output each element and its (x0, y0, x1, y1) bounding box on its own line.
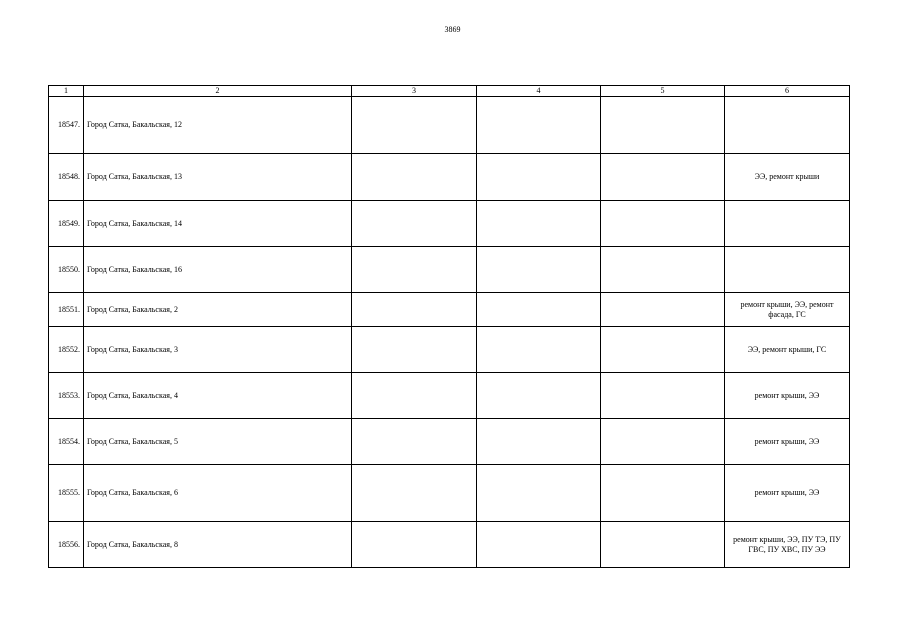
page-number: 3869 (444, 25, 461, 34)
row-address: Город Сатка, Бакальская, 4 (84, 373, 352, 419)
row-number: 18554. (49, 419, 84, 465)
row-cell-4 (477, 465, 601, 522)
row-cell-5 (601, 419, 725, 465)
row-works: ремонт крыши, ЭЭ, ПУ ТЭ, ПУ ГВС, ПУ ХВС, ПУ ЭЭ (725, 522, 850, 568)
row-works (725, 97, 850, 154)
row-cell-3 (352, 97, 477, 154)
row-address: Город Сатка, Бакальская, 2 (84, 293, 352, 327)
row-cell-4 (477, 373, 601, 419)
row-works: ЭЭ, ремонт крыши (725, 154, 850, 201)
column-header-1: 1 (49, 86, 84, 97)
row-cell-3 (352, 201, 477, 247)
row-cell-3 (352, 419, 477, 465)
column-header-5: 5 (601, 86, 725, 97)
row-number: 18550. (49, 247, 84, 293)
header-row (49, 86, 850, 97)
row-cell-4 (477, 97, 601, 154)
row-address: Город Сатка, Бакальская, 8 (84, 522, 352, 568)
table-row (49, 293, 850, 327)
row-cell-4 (477, 293, 601, 327)
row-address: Город Сатка, Бакальская, 14 (84, 201, 352, 247)
column-header-6: 6 (725, 86, 850, 97)
row-number: 18547. (49, 97, 84, 154)
row-cell-3 (352, 327, 477, 373)
table-row (49, 373, 850, 419)
row-number: 18548. (49, 154, 84, 201)
register-table (48, 85, 850, 568)
row-number: 18556. (49, 522, 84, 568)
row-number: 18552. (49, 327, 84, 373)
row-cell-3 (352, 154, 477, 201)
row-cell-5 (601, 373, 725, 419)
row-cell-4 (477, 154, 601, 201)
row-cell-5 (601, 97, 725, 154)
row-cell-5 (601, 327, 725, 373)
table-row (49, 247, 850, 293)
row-works: ремонт крыши, ЭЭ, ремонт фасада, ГС (725, 293, 850, 327)
row-cell-5 (601, 247, 725, 293)
table-row (49, 97, 850, 154)
column-header-3: 3 (352, 86, 477, 97)
row-cell-4 (477, 419, 601, 465)
row-cell-3 (352, 522, 477, 568)
row-cell-5 (601, 293, 725, 327)
row-number: 18553. (49, 373, 84, 419)
row-address: Город Сатка, Бакальская, 12 (84, 97, 352, 154)
row-cell-4 (477, 201, 601, 247)
row-cell-3 (352, 465, 477, 522)
table-row (49, 154, 850, 201)
column-header-4: 4 (477, 86, 601, 97)
row-works (725, 201, 850, 247)
row-works: ремонт крыши, ЭЭ (725, 419, 850, 465)
row-cell-4 (477, 247, 601, 293)
row-cell-3 (352, 247, 477, 293)
row-works: ремонт крыши, ЭЭ (725, 465, 850, 522)
row-works: ЭЭ, ремонт крыши, ГС (725, 327, 850, 373)
row-cell-5 (601, 201, 725, 247)
row-number: 18549. (49, 201, 84, 247)
table-row (49, 465, 850, 522)
row-number: 18551. (49, 293, 84, 327)
row-address: Город Сатка, Бакальская, 5 (84, 419, 352, 465)
row-address: Город Сатка, Бакальская, 6 (84, 465, 352, 522)
table-row (49, 327, 850, 373)
column-header-2: 2 (84, 86, 352, 97)
row-works (725, 247, 850, 293)
row-cell-3 (352, 373, 477, 419)
row-cell-4 (477, 327, 601, 373)
row-cell-5 (601, 522, 725, 568)
table-row (49, 522, 850, 568)
row-number: 18555. (49, 465, 84, 522)
row-cell-4 (477, 522, 601, 568)
row-address: Город Сатка, Бакальская, 3 (84, 327, 352, 373)
row-cell-3 (352, 293, 477, 327)
row-address: Город Сатка, Бакальская, 13 (84, 154, 352, 201)
row-cell-5 (601, 465, 725, 522)
row-works: ремонт крыши, ЭЭ (725, 373, 850, 419)
table-row (49, 419, 850, 465)
table-row (49, 201, 850, 247)
row-cell-5 (601, 154, 725, 201)
row-address: Город Сатка, Бакальская, 16 (84, 247, 352, 293)
